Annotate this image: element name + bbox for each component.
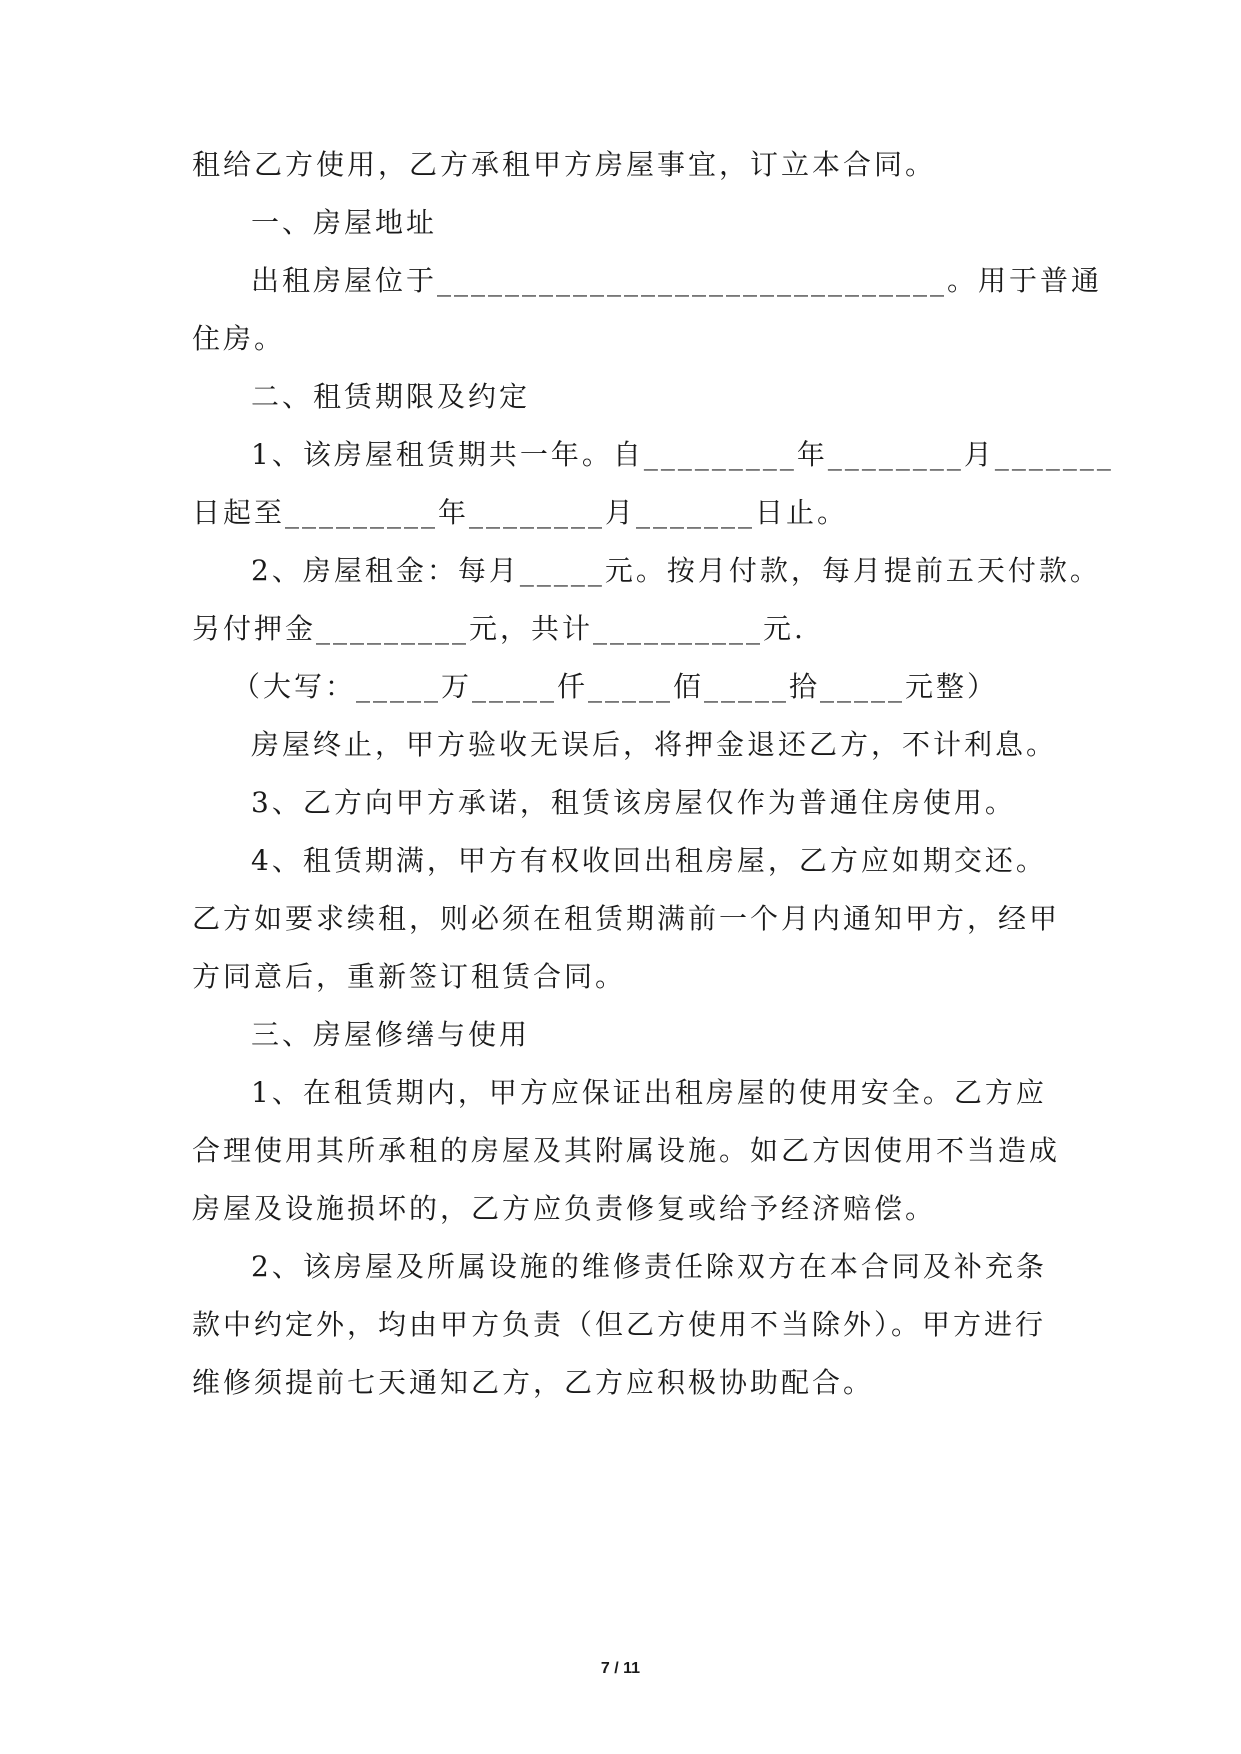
text-line-11: 房屋终止，甲方验收无误后，将押金退还乙方，不计利息。 — [251, 728, 1058, 761]
section-heading-address: 一、房屋地址 — [251, 206, 438, 239]
page-number: 7 / 11 — [600, 1660, 641, 1677]
text-line-21: 款中约定外，均由甲方负责（但乙方使用不当除外）。甲方进行 — [192, 1308, 1047, 1341]
text-line-20: 2、该房屋及所属设施的维修责任除双方在本合同及补充条 — [251, 1250, 1047, 1283]
text-line-19: 房屋及设施损坏的，乙方应负责修复或给予经济赔偿。 — [192, 1192, 937, 1225]
text-line-6: 1、该房屋租赁期共一年。自_________年________月_______ — [251, 438, 1114, 471]
text-line-15: 方同意后，重新签订租赁合同。 — [192, 960, 627, 993]
text-line-4: 住房。 — [192, 322, 286, 355]
text-line-14: 乙方如要求续租，则必须在租赁期满前一个月内通知甲方，经甲 — [192, 902, 1061, 935]
text-line-3: 出租房屋位于______________________________。用于普通 — [251, 264, 1103, 297]
text-line-9: 另付押金_________元，共计__________元. — [192, 612, 806, 645]
text-line-8: 2、房屋租金：每月_____元。按月付款，每月提前五天付款。 — [251, 554, 1101, 587]
section-heading-repair: 三、房屋修缮与使用 — [251, 1018, 531, 1051]
text-line-7: 日起至_________年________月_______日止。 — [192, 496, 849, 529]
text-line-18: 合理使用其所承租的房屋及其附属设施。如乙方因使用不当造成 — [192, 1134, 1061, 1167]
text-line-1: 租给乙方使用，乙方承租甲方房屋事宜，订立本合同。 — [192, 148, 937, 181]
section-heading-lease-term: 二、租赁期限及约定 — [251, 380, 531, 413]
text-line-10: （大写：_____万_____仟_____佰_____拾_____元整） — [232, 670, 999, 703]
text-line-13: 4、租赁期满，甲方有权收回出租房屋，乙方应如期交还。 — [251, 844, 1047, 877]
text-line-22: 维修须提前七天通知乙方，乙方应积极协助配合。 — [192, 1366, 875, 1399]
text-line-17: 1、在租赁期内，甲方应保证出租房屋的使用安全。乙方应 — [251, 1076, 1047, 1109]
text-line-12: 3、乙方向甲方承诺，租赁该房屋仅作为普通住房使用。 — [251, 786, 1016, 819]
